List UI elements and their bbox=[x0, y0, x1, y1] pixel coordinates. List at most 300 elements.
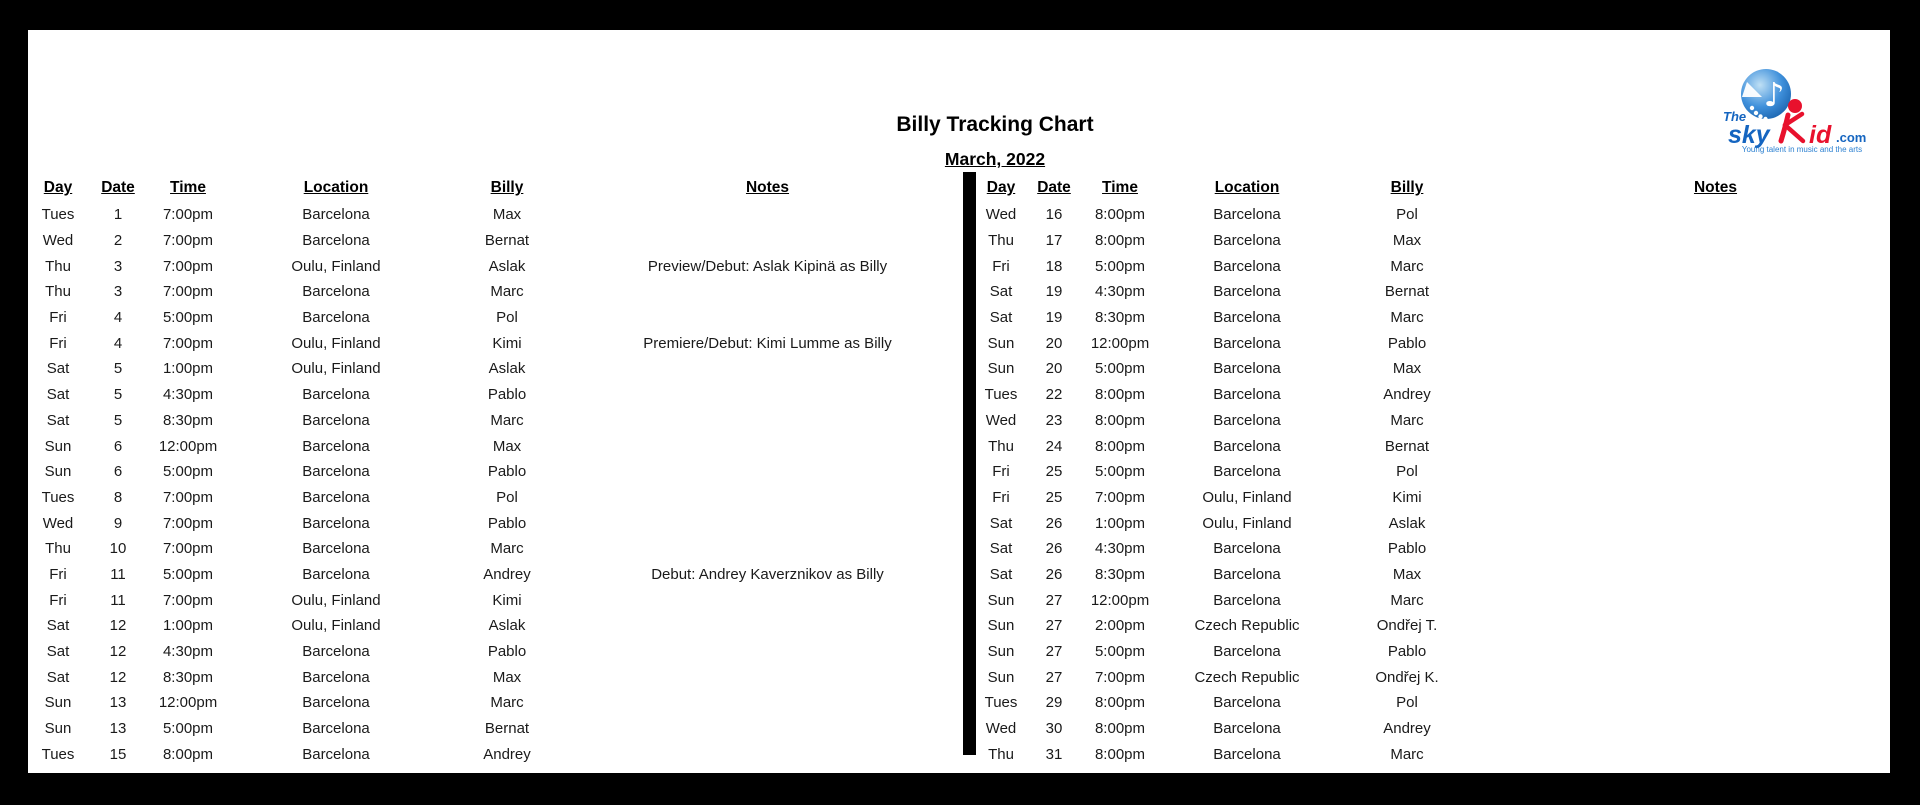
table-row bbox=[977, 253, 1890, 279]
cell-notes bbox=[1477, 279, 1890, 305]
cell-location: Barcelona bbox=[302, 668, 370, 686]
cell-location: Barcelona bbox=[302, 206, 370, 224]
cell-billy: Max bbox=[492, 206, 522, 224]
column-header-notes: Notes bbox=[745, 179, 790, 196]
cell-date: 22 bbox=[1045, 386, 1063, 404]
cell-day: Wed bbox=[42, 514, 74, 532]
cell-billy: Marc bbox=[1390, 309, 1424, 327]
page-subtitle: March, 2022 bbox=[944, 149, 1046, 169]
column-header-location: Location bbox=[1214, 179, 1280, 196]
cell-day: Fri bbox=[49, 334, 67, 352]
cell-notes bbox=[570, 510, 965, 536]
cell-notes bbox=[1477, 356, 1890, 382]
table-row bbox=[28, 690, 965, 716]
cell-day: Thu bbox=[988, 437, 1014, 455]
table-row bbox=[977, 716, 1890, 742]
cell-time: 5:00pm bbox=[1094, 257, 1146, 275]
cell-date: 27 bbox=[1045, 617, 1063, 635]
cell-notes bbox=[1477, 716, 1890, 742]
table-row bbox=[977, 485, 1890, 511]
cell-day: Tues bbox=[984, 386, 1018, 404]
cell-location: Oulu, Finland bbox=[1202, 488, 1292, 506]
cell-time: 7:00pm bbox=[162, 334, 214, 352]
cell-notes bbox=[570, 716, 965, 742]
cell-day: Tues bbox=[41, 206, 75, 224]
cell-time: 8:00pm bbox=[1094, 437, 1146, 455]
cell-date: 26 bbox=[1045, 540, 1063, 558]
cell-time: 7:00pm bbox=[162, 257, 214, 275]
table-row bbox=[28, 639, 965, 665]
cell-day: Fri bbox=[49, 309, 67, 327]
cell-day: Sun bbox=[44, 720, 72, 738]
cell-billy: Max bbox=[1392, 232, 1422, 250]
cell-billy: Pol bbox=[496, 309, 518, 327]
cell-time: 5:00pm bbox=[162, 720, 214, 738]
logo-text-id: id bbox=[1809, 121, 1832, 149]
cell-date: 15 bbox=[109, 745, 127, 763]
cell-time: 8:30pm bbox=[1094, 565, 1146, 583]
cell-day: Sun bbox=[44, 437, 72, 455]
cell-time: 7:00pm bbox=[162, 540, 214, 558]
column-header-time: Time bbox=[170, 179, 206, 196]
cell-day: Sun bbox=[44, 694, 72, 712]
table-row bbox=[977, 587, 1890, 613]
cell-location: Oulu, Finland bbox=[291, 360, 381, 378]
column-header-location: Location bbox=[303, 179, 369, 196]
cell-day: Fri bbox=[992, 488, 1010, 506]
cell-billy: Pablo bbox=[487, 386, 527, 404]
cell-day: Sat bbox=[46, 386, 70, 404]
cell-time: 1:00pm bbox=[1094, 514, 1146, 532]
logo-tagline: Young talent in music and the arts bbox=[1741, 145, 1863, 154]
cell-date: 11 bbox=[110, 591, 126, 609]
cell-billy: Aslak bbox=[1388, 514, 1426, 532]
table-row bbox=[28, 330, 965, 356]
cell-location: Barcelona bbox=[302, 745, 370, 763]
table-row bbox=[28, 433, 965, 459]
cell-location: Barcelona bbox=[302, 283, 370, 301]
table-row bbox=[977, 510, 1890, 536]
cell-date: 31 bbox=[1045, 745, 1063, 763]
cell-time: 8:00pm bbox=[1094, 745, 1146, 763]
cell-time: 8:30pm bbox=[162, 668, 214, 686]
cell-day: Sun bbox=[987, 643, 1015, 661]
cell-billy: Max bbox=[1392, 360, 1422, 378]
cell-notes bbox=[1477, 459, 1890, 485]
cell-date: 25 bbox=[1045, 488, 1063, 506]
table-row bbox=[28, 664, 965, 690]
cell-date: 10 bbox=[109, 540, 127, 558]
cell-location: Barcelona bbox=[1213, 565, 1281, 583]
cell-location: Barcelona bbox=[302, 488, 370, 506]
column-header-billy: Billy bbox=[490, 179, 524, 196]
cell-time: 8:00pm bbox=[1094, 694, 1146, 712]
cell-time: 8:00pm bbox=[1094, 411, 1146, 429]
column-header-day: Day bbox=[986, 179, 1016, 196]
table-row bbox=[977, 459, 1890, 485]
cell-billy: Max bbox=[492, 668, 522, 686]
cell-billy: Pol bbox=[1396, 694, 1418, 712]
cell-day: Fri bbox=[49, 591, 67, 609]
cell-time: 5:00pm bbox=[162, 565, 214, 583]
cell-date: 16 bbox=[1045, 206, 1063, 224]
table-row bbox=[977, 536, 1890, 562]
cell-time: 5:00pm bbox=[1094, 463, 1146, 481]
cell-location: Barcelona bbox=[1213, 745, 1281, 763]
cell-location: Barcelona bbox=[1213, 720, 1281, 738]
cell-billy: Aslak bbox=[488, 617, 526, 635]
cell-day: Fri bbox=[49, 565, 67, 583]
cell-time: 4:30pm bbox=[1094, 283, 1146, 301]
cell-notes: Premiere/Debut: Kimi Lumme as Billy bbox=[643, 334, 892, 352]
cell-day: Sat bbox=[46, 643, 70, 661]
logo-text-com: .com bbox=[1836, 130, 1867, 145]
table-row bbox=[977, 664, 1890, 690]
cell-location: Barcelona bbox=[302, 643, 370, 661]
cell-date: 9 bbox=[113, 514, 123, 532]
cell-notes bbox=[570, 202, 965, 228]
cell-day: Wed bbox=[985, 206, 1017, 224]
cell-location: Barcelona bbox=[302, 540, 370, 558]
cell-notes bbox=[1477, 639, 1890, 665]
cell-date: 1 bbox=[113, 206, 123, 224]
cell-time: 8:00pm bbox=[162, 745, 214, 763]
schedule-table-first-half bbox=[28, 174, 965, 767]
cell-date: 4 bbox=[113, 309, 123, 327]
cell-location: Barcelona bbox=[1213, 334, 1281, 352]
cell-date: 4 bbox=[113, 334, 123, 352]
cell-billy: Max bbox=[492, 437, 522, 455]
cell-notes bbox=[570, 356, 965, 382]
cell-time: 7:00pm bbox=[162, 488, 214, 506]
table-row bbox=[977, 228, 1890, 254]
cell-day: Sat bbox=[46, 617, 70, 635]
table-row bbox=[977, 356, 1890, 382]
cell-location: Barcelona bbox=[302, 694, 370, 712]
cell-time: 5:00pm bbox=[162, 309, 214, 327]
table-row bbox=[28, 510, 965, 536]
table-row bbox=[977, 690, 1890, 716]
cell-time: 7:00pm bbox=[162, 283, 214, 301]
table-row bbox=[28, 356, 965, 382]
table-row bbox=[28, 741, 965, 767]
table-row bbox=[28, 485, 965, 511]
cell-date: 2 bbox=[113, 232, 123, 250]
cell-day: Wed bbox=[985, 411, 1017, 429]
cell-location: Barcelona bbox=[1213, 257, 1281, 275]
cell-notes bbox=[1477, 202, 1890, 228]
cell-date: 11 bbox=[110, 565, 126, 583]
cell-location: Barcelona bbox=[1213, 283, 1281, 301]
table-row bbox=[28, 587, 965, 613]
cell-time: 2:00pm bbox=[1094, 617, 1146, 635]
cell-time: 8:30pm bbox=[1094, 309, 1146, 327]
cell-notes bbox=[570, 305, 965, 331]
cell-billy: Pablo bbox=[1387, 643, 1427, 661]
cell-time: 12:00pm bbox=[1090, 334, 1150, 352]
cell-day: Wed bbox=[42, 232, 74, 250]
page-title: Billy Tracking Chart bbox=[896, 113, 1094, 136]
table-row bbox=[977, 613, 1890, 639]
cell-day: Sun bbox=[987, 334, 1015, 352]
table-row bbox=[977, 433, 1890, 459]
header-row bbox=[977, 174, 1890, 202]
cell-time: 5:00pm bbox=[162, 463, 214, 481]
cell-notes bbox=[570, 536, 965, 562]
cell-location: Barcelona bbox=[302, 309, 370, 327]
theskykid-logo bbox=[1690, 53, 1885, 158]
cell-notes bbox=[1477, 408, 1890, 434]
table-row bbox=[28, 459, 965, 485]
cell-day: Thu bbox=[45, 257, 71, 275]
cell-notes bbox=[1477, 330, 1890, 356]
cell-notes bbox=[1477, 536, 1890, 562]
cell-time: 7:00pm bbox=[162, 232, 214, 250]
cell-notes bbox=[1477, 664, 1890, 690]
cell-date: 25 bbox=[1045, 463, 1063, 481]
table-row bbox=[977, 305, 1890, 331]
table-row bbox=[28, 253, 965, 279]
cell-notes bbox=[1477, 690, 1890, 716]
cell-notes bbox=[570, 664, 965, 690]
cell-day: Tues bbox=[984, 694, 1018, 712]
table-row bbox=[977, 741, 1890, 767]
cell-time: 12:00pm bbox=[1090, 591, 1150, 609]
cell-time: 4:30pm bbox=[1094, 540, 1146, 558]
cell-day: Sun bbox=[987, 668, 1015, 686]
table-row bbox=[28, 408, 965, 434]
cell-billy: Marc bbox=[490, 694, 524, 712]
table-row bbox=[977, 408, 1890, 434]
cell-date: 17 bbox=[1045, 232, 1063, 250]
column-header-billy: Billy bbox=[1390, 179, 1424, 196]
cell-billy: Andrey bbox=[483, 745, 531, 763]
cell-location: Barcelona bbox=[1213, 643, 1281, 661]
cell-day: Sun bbox=[987, 591, 1015, 609]
table-row bbox=[977, 562, 1890, 588]
cell-location: Barcelona bbox=[302, 232, 370, 250]
column-header-date: Date bbox=[1037, 179, 1071, 196]
cell-time: 8:00pm bbox=[1094, 206, 1146, 224]
cell-notes bbox=[1477, 305, 1890, 331]
cell-date: 12 bbox=[109, 643, 127, 661]
cell-date: 12 bbox=[109, 668, 127, 686]
cell-notes bbox=[570, 485, 965, 511]
cell-billy: Andrey bbox=[1383, 720, 1431, 738]
cell-date: 5 bbox=[113, 386, 123, 404]
table-row bbox=[28, 228, 965, 254]
cell-notes bbox=[570, 613, 965, 639]
cell-location: Barcelona bbox=[1213, 694, 1281, 712]
cell-location: Oulu, Finland bbox=[1202, 514, 1292, 532]
cell-day: Thu bbox=[988, 745, 1014, 763]
cell-date: 5 bbox=[113, 360, 123, 378]
cell-notes bbox=[570, 228, 965, 254]
cell-notes bbox=[1477, 433, 1890, 459]
cell-time: 12:00pm bbox=[158, 437, 218, 455]
cell-billy: Marc bbox=[1390, 411, 1424, 429]
cell-date: 6 bbox=[113, 463, 123, 481]
cell-billy: Bernat bbox=[1384, 437, 1430, 455]
table-row bbox=[28, 202, 965, 228]
cell-billy: Marc bbox=[490, 283, 524, 301]
cell-billy: Pablo bbox=[487, 643, 527, 661]
cell-date: 3 bbox=[113, 283, 123, 301]
table-row bbox=[28, 562, 965, 588]
cell-notes bbox=[570, 639, 965, 665]
table-row bbox=[977, 330, 1890, 356]
cell-date: 27 bbox=[1045, 668, 1063, 686]
cell-date: 13 bbox=[109, 720, 127, 738]
cell-location: Oulu, Finland bbox=[291, 257, 381, 275]
cell-date: 20 bbox=[1045, 360, 1063, 378]
cell-billy: Pablo bbox=[1387, 540, 1427, 558]
cell-date: 18 bbox=[1045, 257, 1063, 275]
cell-time: 7:00pm bbox=[162, 206, 214, 224]
cell-location: Barcelona bbox=[302, 720, 370, 738]
cell-billy: Pol bbox=[1396, 463, 1418, 481]
table-row bbox=[977, 202, 1890, 228]
table-row bbox=[977, 382, 1890, 408]
cell-location: Barcelona bbox=[1213, 591, 1281, 609]
cell-time: 8:00pm bbox=[1094, 720, 1146, 738]
cell-day: Sat bbox=[989, 540, 1013, 558]
cell-time: 1:00pm bbox=[162, 360, 214, 378]
cell-location: Barcelona bbox=[1213, 386, 1281, 404]
cell-day: Fri bbox=[992, 463, 1010, 481]
cell-day: Thu bbox=[45, 283, 71, 301]
cell-date: 30 bbox=[1045, 720, 1063, 738]
cell-billy: Pablo bbox=[487, 463, 527, 481]
cell-date: 8 bbox=[113, 488, 123, 506]
cell-day: Sun bbox=[987, 360, 1015, 378]
cell-time: 8:00pm bbox=[1094, 386, 1146, 404]
cell-date: 5 bbox=[113, 411, 123, 429]
column-header-time: Time bbox=[1102, 179, 1138, 196]
cell-location: Barcelona bbox=[1213, 309, 1281, 327]
cell-date: 13 bbox=[109, 694, 127, 712]
cell-date: 6 bbox=[113, 437, 123, 455]
cell-day: Sun bbox=[44, 463, 72, 481]
cell-notes bbox=[1477, 228, 1890, 254]
cell-time: 5:00pm bbox=[1094, 360, 1146, 378]
cell-time: 8:00pm bbox=[1094, 232, 1146, 250]
tracking-sheet bbox=[28, 30, 1890, 773]
cell-billy: Ondřej K. bbox=[1375, 668, 1439, 686]
cell-location: Barcelona bbox=[1213, 540, 1281, 558]
cell-notes bbox=[570, 741, 965, 767]
cell-location: Barcelona bbox=[302, 386, 370, 404]
cell-day: Sat bbox=[989, 514, 1013, 532]
column-header-day: Day bbox=[43, 179, 73, 196]
table-row bbox=[28, 716, 965, 742]
table-row bbox=[28, 279, 965, 305]
cell-day: Tues bbox=[41, 488, 75, 506]
cell-day: Sat bbox=[989, 565, 1013, 583]
table-row bbox=[977, 639, 1890, 665]
cell-day: Thu bbox=[45, 540, 71, 558]
cell-date: 24 bbox=[1045, 437, 1063, 455]
cell-date: 3 bbox=[113, 257, 123, 275]
cell-date: 23 bbox=[1045, 411, 1063, 429]
header-row bbox=[28, 174, 965, 202]
cell-billy: Marc bbox=[490, 540, 524, 558]
cell-day: Sat bbox=[989, 283, 1013, 301]
cell-day: Fri bbox=[992, 257, 1010, 275]
cell-billy: Marc bbox=[1390, 591, 1424, 609]
cell-billy: Andrey bbox=[483, 565, 531, 583]
cell-notes bbox=[570, 690, 965, 716]
cell-notes bbox=[570, 382, 965, 408]
cell-notes bbox=[570, 459, 965, 485]
cell-notes: Debut: Andrey Kaverznikov as Billy bbox=[651, 565, 884, 583]
cell-billy: Kimi bbox=[1392, 488, 1422, 506]
cell-billy: Pol bbox=[1396, 206, 1418, 224]
cell-day: Sat bbox=[46, 411, 70, 429]
column-header-notes: Notes bbox=[1693, 179, 1738, 196]
cell-time: 4:30pm bbox=[162, 643, 214, 661]
cell-notes: Preview/Debut: Aslak Kipinä as Billy bbox=[647, 257, 888, 275]
music-note-icon: ♪ bbox=[1763, 75, 1785, 114]
cell-notes bbox=[1477, 562, 1890, 588]
cell-location: Barcelona bbox=[302, 565, 370, 583]
cell-date: 26 bbox=[1045, 565, 1063, 583]
cell-billy: Aslak bbox=[488, 257, 526, 275]
cell-billy: Max bbox=[1392, 565, 1422, 583]
cell-time: 7:00pm bbox=[1094, 488, 1146, 506]
cell-time: 7:00pm bbox=[1094, 668, 1146, 686]
column-header-date: Date bbox=[101, 179, 135, 196]
cell-time: 5:00pm bbox=[1094, 643, 1146, 661]
cell-notes bbox=[570, 279, 965, 305]
cell-billy: Marc bbox=[1390, 745, 1424, 763]
table-row bbox=[28, 382, 965, 408]
cell-day: Wed bbox=[985, 720, 1017, 738]
table-row bbox=[28, 305, 965, 331]
cell-billy: Pablo bbox=[487, 514, 527, 532]
cell-notes bbox=[1477, 741, 1890, 767]
cell-location: Barcelona bbox=[1213, 206, 1281, 224]
cell-location: Barcelona bbox=[302, 411, 370, 429]
table-row bbox=[977, 279, 1890, 305]
cell-day: Sun bbox=[987, 617, 1015, 635]
cell-location: Barcelona bbox=[1213, 232, 1281, 250]
cell-location: Barcelona bbox=[1213, 411, 1281, 429]
cell-day: Tues bbox=[41, 745, 75, 763]
logo-text-the: The bbox=[1723, 109, 1747, 124]
cell-billy: Aslak bbox=[488, 360, 526, 378]
cell-date: 26 bbox=[1045, 514, 1063, 532]
cell-day: Thu bbox=[988, 232, 1014, 250]
cell-day: Sat bbox=[46, 668, 70, 686]
cell-time: 7:00pm bbox=[162, 514, 214, 532]
cell-billy: Kimi bbox=[492, 334, 522, 352]
title-block bbox=[795, 112, 1195, 171]
cell-notes bbox=[570, 587, 965, 613]
cell-location: Barcelona bbox=[1213, 360, 1281, 378]
cell-location: Barcelona bbox=[1213, 437, 1281, 455]
logo-circle bbox=[1741, 69, 1791, 121]
table-row bbox=[28, 536, 965, 562]
cell-time: 7:00pm bbox=[162, 591, 214, 609]
cell-location: Oulu, Finland bbox=[291, 591, 381, 609]
cell-notes bbox=[1477, 382, 1890, 408]
cell-notes bbox=[570, 408, 965, 434]
cell-billy: Andrey bbox=[1383, 386, 1431, 404]
cell-notes bbox=[1477, 510, 1890, 536]
cell-time: 12:00pm bbox=[158, 694, 218, 712]
cell-time: 8:30pm bbox=[162, 411, 214, 429]
